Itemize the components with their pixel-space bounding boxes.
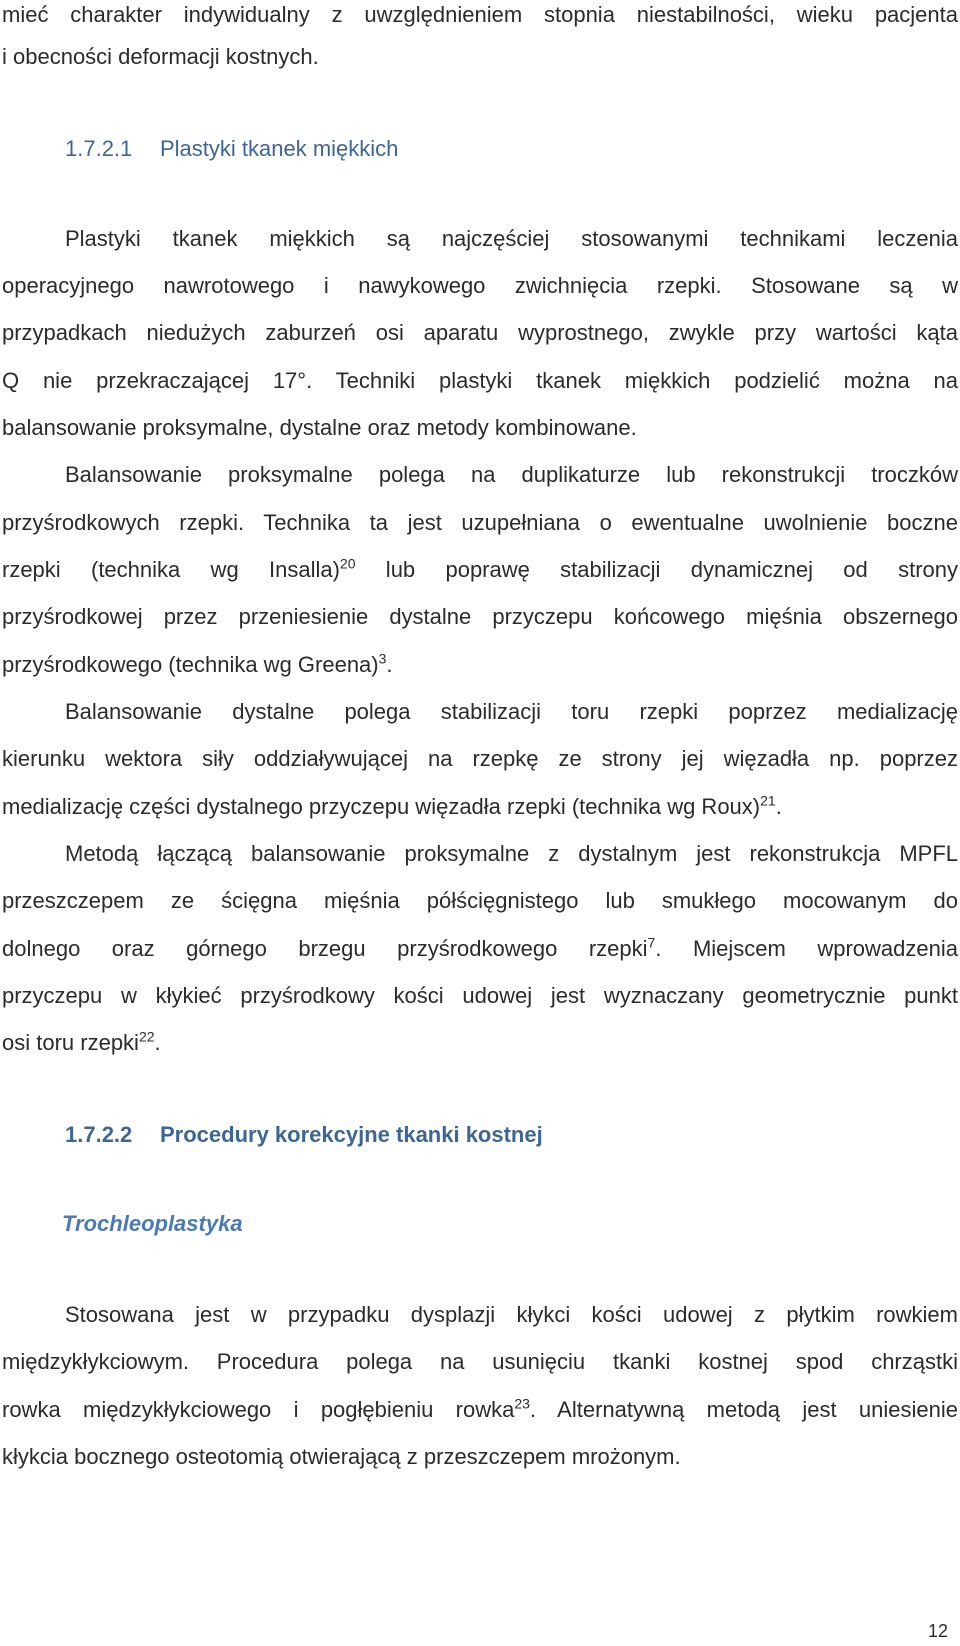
para5-line-2: międzykłykciowym. Procedura polega na usunięciu tkanki kostnej spod chrząstki bbox=[2, 1349, 958, 1374]
para5-line-4: kłykcia bocznego osteotomią otwierającą z przeszczepem mrożonym. bbox=[2, 1444, 681, 1469]
section-title: Plastyki tkanek miękkich bbox=[160, 136, 399, 161]
reference-3: 3 bbox=[378, 650, 387, 667]
para1-line-3: przypadkach niedużych zaburzeń osi aparatu wyprostnego, zwykle przy wartości kąta bbox=[2, 320, 958, 345]
section-heading-2 bbox=[65, 1120, 543, 1150]
para4-line-3 bbox=[2, 934, 958, 964]
para5-line-3 bbox=[2, 1395, 958, 1425]
para1-line-4: Q nie przekraczającej 17°. Techniki plastyki tkanek miękkich podzielić można na bbox=[2, 368, 958, 393]
para4-line-3-text-a: dolnego oraz górnego brzegu przyśrodkowego rzepki bbox=[2, 936, 648, 961]
intro-line-2: i obecności deformacji kostnych. bbox=[2, 44, 319, 69]
page-number: 12 bbox=[927, 1621, 948, 1641]
reference-7: 7 bbox=[647, 934, 656, 951]
para2-line-2: przyśrodkowych rzepki. Technika ta jest uzupełniana o ewentualne uwolnienie boczne bbox=[2, 510, 958, 535]
section-title: Procedury korekcyjne tkanki kostnej bbox=[160, 1122, 543, 1147]
para5-line-3-text-a: rowka międzykłykciowego i pogłębieniu rowka bbox=[2, 1397, 515, 1422]
para3-line-3 bbox=[2, 792, 958, 822]
para4-line-5-text-b: . bbox=[154, 1030, 161, 1055]
reference-22: 22 bbox=[138, 1028, 155, 1045]
para2-line-3 bbox=[2, 555, 958, 585]
para4-line-2: przeszczepem ze ścięgna mięśnia półścięgnistego lub smukłego mocowanym do bbox=[2, 888, 958, 913]
para2-line-5 bbox=[2, 650, 958, 680]
para4-line-4: przyczepu w kłykieć przyśrodkowy kości udowej jest wyznaczany geometrycznie punkt bbox=[2, 983, 958, 1008]
reference-21: 21 bbox=[760, 792, 776, 809]
para4-line-5 bbox=[2, 1028, 958, 1058]
para1-line-1: Plastyki tkanek miękkich są najczęściej stosowanymi technikami leczenia bbox=[65, 226, 958, 251]
para2-line-3-text-b: lub poprawę stabilizacji dynamicznej od strony bbox=[355, 557, 958, 582]
section-number: 1.7.2.2 bbox=[65, 1122, 133, 1147]
para1-line-2: operacyjnego nawrotowego i nawykowego zwichnięcia rzepki. Stosowane są w bbox=[2, 273, 958, 298]
para4-line-5-text-a: osi toru rzepki bbox=[2, 1030, 139, 1055]
para4-line-1: Metodą łączącą balansowanie proksymalne z dystalnym jest rekonstrukcja MPFL bbox=[65, 841, 958, 866]
para3-line-1: Balansowanie dystalne polega stabilizacji toru rzepki poprzez medializację bbox=[65, 699, 958, 724]
reference-20: 20 bbox=[339, 555, 356, 572]
section-number: 1.7.2.1 bbox=[65, 136, 133, 161]
intro-line-1: mieć charakter indywidualny z uwzględnieniem stopnia niestabilności, wieku pacjenta bbox=[2, 2, 958, 27]
para5-line-3-text-b: . Alternatywną metodą jest uniesienie bbox=[529, 1397, 958, 1422]
para2-line-5-text-b: . bbox=[386, 652, 393, 677]
para5-line-1: Stosowana jest w przypadku dysplazji kłykci kości udowej z płytkim rowkiem bbox=[65, 1302, 958, 1327]
para2-line-4: przyśrodkowej przez przeniesienie dystalne przyczepu końcowego mięśnia obszernego bbox=[2, 604, 958, 629]
reference-23: 23 bbox=[514, 1395, 530, 1412]
para3-line-2: kierunku wektora siły oddziaływującej na rzepkę ze strony jej więzadła np. poprzez bbox=[2, 746, 958, 771]
para4-line-3-text-b: . Miejscem wprowadzenia bbox=[655, 936, 958, 961]
section-heading-1 bbox=[65, 134, 398, 164]
subsection-heading: Trochleoplastyka bbox=[62, 1211, 243, 1236]
para2-line-3-text-a: rzepki (technika wg Insalla) bbox=[2, 557, 340, 582]
para2-line-1: Balansowanie proksymalne polega na duplikaturze lub rekonstrukcji troczków bbox=[65, 462, 958, 487]
para2-line-5-text-a: przyśrodkowego (technika wg Greena) bbox=[2, 652, 379, 677]
para3-line-3-text-b: . bbox=[775, 794, 782, 819]
para3-line-3-text-a: medializację części dystalnego przyczepu więzadła rzepki (technika wg Roux) bbox=[2, 794, 761, 819]
para1-line-5: balansowanie proksymalne, dystalne oraz metody kombinowane. bbox=[2, 415, 637, 440]
